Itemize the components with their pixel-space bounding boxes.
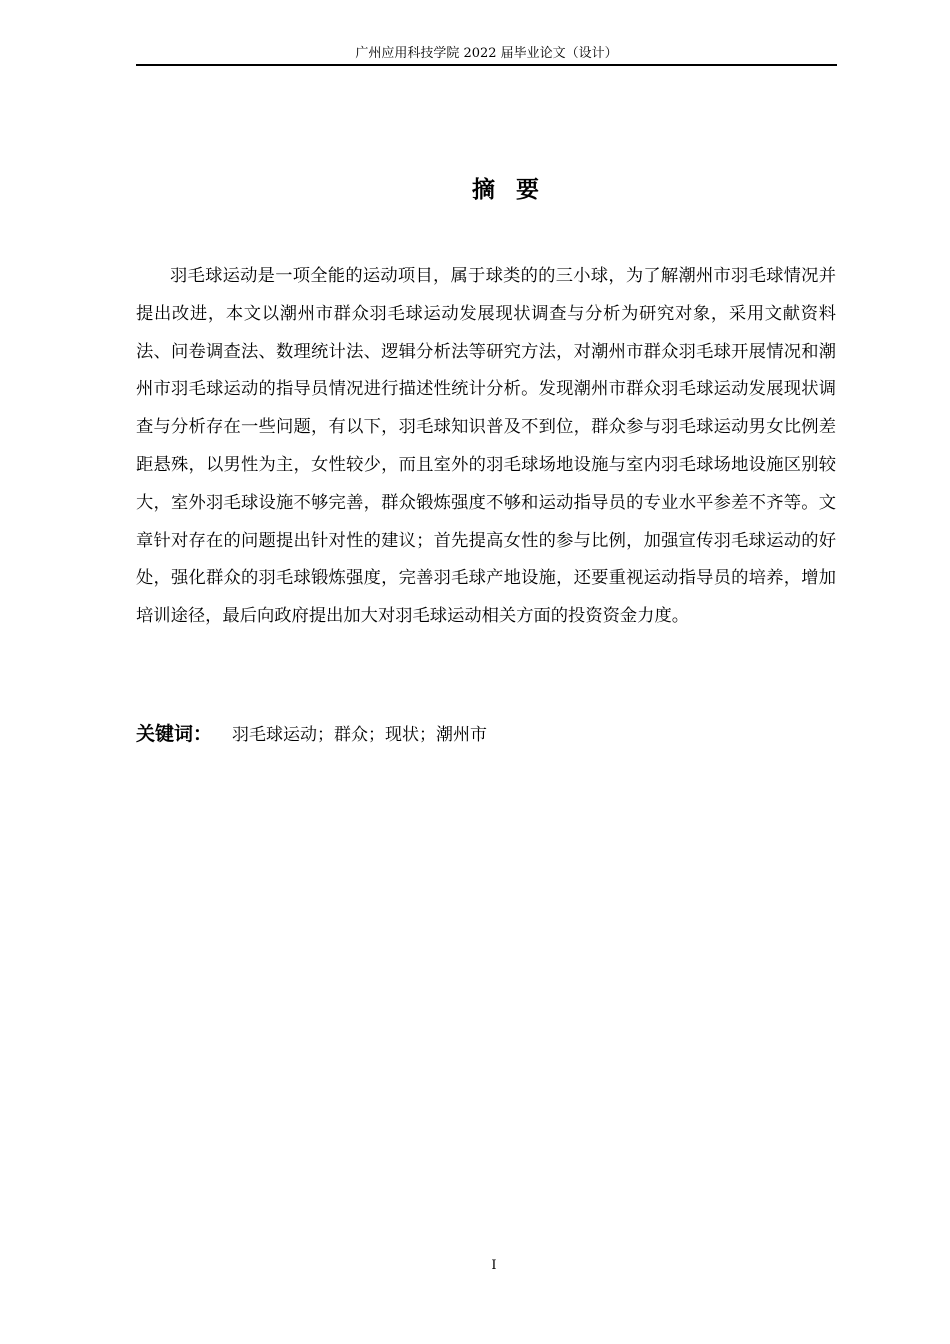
keywords-value: 羽毛球运动；群众；现状；潮州市 [232, 725, 488, 745]
abstract-body: 羽毛球运动是一项全能的运动项目，属于球类的的三小球，为了解潮州市羽毛球情况并提出改进，本文以潮州市群众羽毛球运动发展现状调查与分析为研究对象，采用文献资料法、问卷调查法、数理统计法、逻辑分析法等研究方法，对潮州市群众羽毛球开展情况和潮州市羽毛球运动的指导员情况进行描述性统计分析。发现潮州市群众羽毛球运动发展现状调查与分析存在一些问题，有以下，羽毛球知识普及不到位，群众参与羽毛球运动男女比例差距悬殊，以男性为主，女性较少，而且室外的羽毛球场地设施与室内羽毛球场地设施区别较大，室外羽毛球设施不够完善，群众锻炼强度不够和运动指导员的专业水平参差不齐等。文章针对存在的问题提出针对性的建议；首先提高女性的参与比例，加强宣传羽毛球运动的好处，强化群众的羽毛球锻炼强度，完善羽毛球产地设施，还要重视运动指导员的培养，增加培训途径，最后向政府提出加大对羽毛球运动相关方面的投资资金力度。 [136, 266, 836, 627]
keywords-label: 关键词： [136, 723, 213, 745]
header-divider [136, 64, 837, 66]
abstract-title: 摘要 [472, 177, 560, 203]
page-header: 广州应用科技学院 2022 届毕业论文（设计） [355, 46, 618, 61]
keywords-line [136, 718, 837, 751]
page-number: I [491, 1258, 497, 1273]
